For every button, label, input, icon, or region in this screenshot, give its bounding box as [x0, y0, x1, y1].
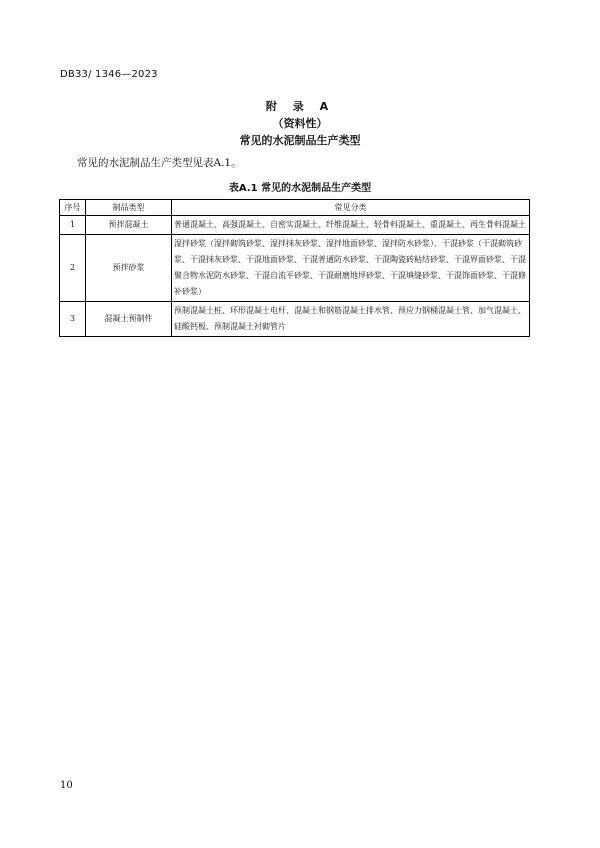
row-no: 3 — [60, 302, 86, 337]
row-type: 混凝土预制件 — [86, 302, 172, 337]
page-number: 10 — [60, 780, 73, 791]
table-header-row — [60, 200, 530, 216]
row-no: 1 — [60, 216, 86, 235]
appendix-note: （资料性） — [272, 117, 328, 130]
table-row — [60, 302, 530, 337]
row-categories: 普通混凝土、高强混凝土、自密实混凝土、纤维混凝土、轻骨料混凝土、重混凝土、再生骨料混凝土 — [172, 216, 530, 235]
row-type: 预拌混凝土 — [86, 216, 172, 235]
header-categories: 常见分类 — [172, 200, 530, 216]
row-type: 预拌砂浆 — [86, 235, 172, 302]
table-row — [60, 216, 530, 235]
header-type: 制品类型 — [86, 200, 172, 216]
product-type-table — [59, 199, 530, 337]
table-caption: 表A.1 常见的水泥制品生产类型 — [228, 183, 372, 194]
row-no: 2 — [60, 235, 86, 302]
row-categories: 湿拌砂浆（湿拌砌筑砂浆、湿拌抹灰砂浆、湿拌地面砂浆、湿拌防水砂浆）、干混砂浆（干混砌筑砂浆、干混抹灰砂浆、干混地面砂浆、干混普通防水砂浆、干混陶瓷砖粘结砂浆、干混界面砂浆、干混聚合物水泥防水砂浆、干混自流平砂浆、干混耐磨地坪砂浆、干混填缝砂浆、干混饰面砂浆、干混修补砂浆） — [172, 235, 530, 302]
intro-paragraph: 常见的水泥制品生产类型见表A.1。 — [77, 157, 242, 169]
header-no: 序号 — [60, 200, 86, 216]
appendix-title: 附 录 A — [265, 100, 335, 113]
appendix-subtitle: 常见的水泥制品生产类型 — [239, 134, 361, 147]
table-row — [60, 235, 530, 302]
row-categories: 预制混凝土桩、环形混凝土电杆、混凝土和钢筋混凝土排水管、预应力钢桶混凝土管、加气混凝土、硅酸钙板、预制混凝土衬砌管片 — [172, 302, 530, 337]
standard-code: DB33/ 1346—2023 — [60, 69, 158, 80]
